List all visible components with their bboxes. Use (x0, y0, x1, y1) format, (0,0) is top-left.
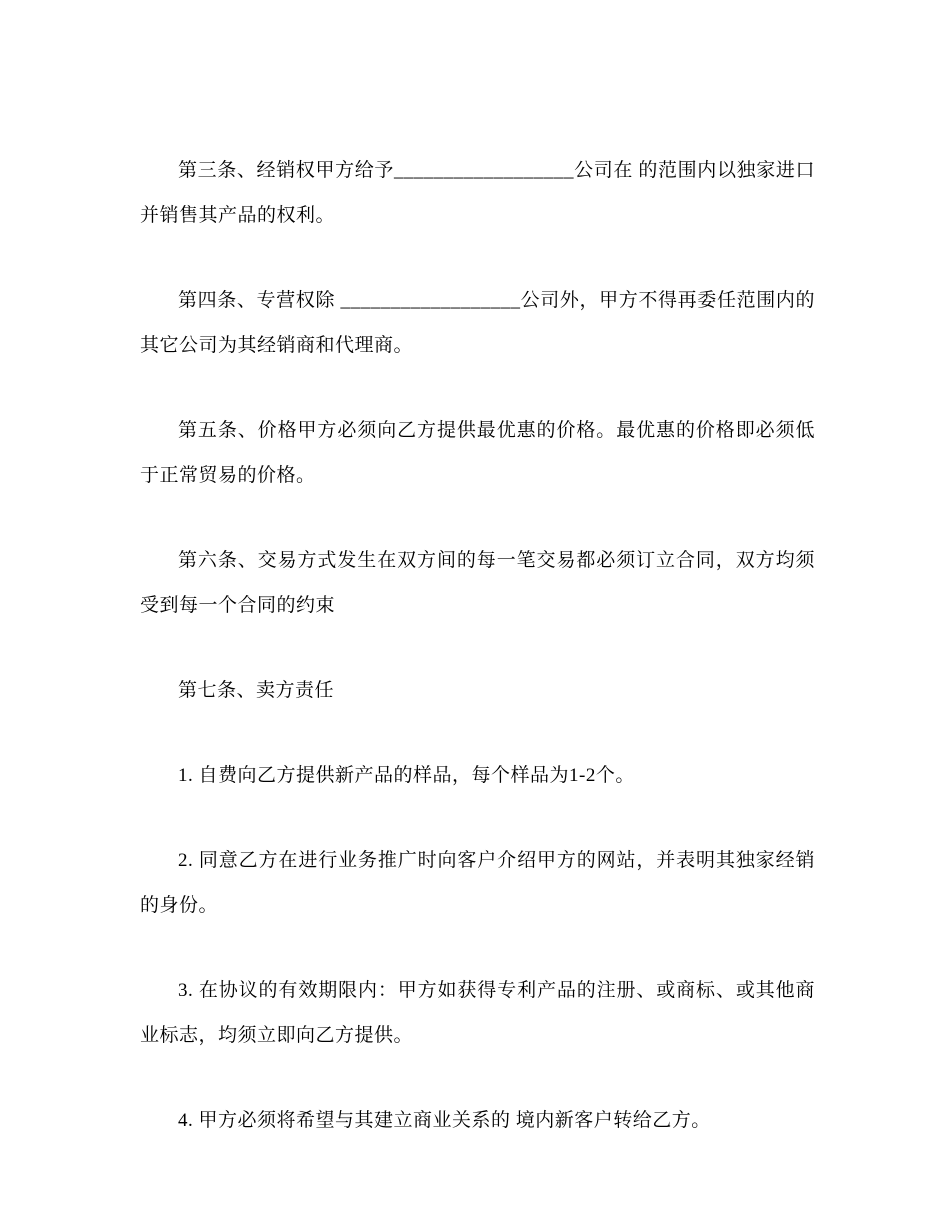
paragraph-item-3: 3. 在协议的有效期限内：甲方如获得专利产品的注册、或商标、或其他商业标志，均须立即向乙方提供。 (140, 980, 815, 1046)
paragraph-clause-3: 第三条、经销权甲方给予__________________公司在 的范围内以独家进口并销售其产品的权利。 (140, 160, 815, 226)
paragraph-clause-5: 第五条、价格甲方必须向乙方提供最优惠的价格。最优惠的价格即必须低于正常贸易的价格。 (140, 420, 815, 486)
paragraph-clause-7-heading: 第七条、卖方责任 (178, 680, 335, 701)
paragraph-item-1: 1. 自费向乙方提供新产品的样品，每个样品为1-2个。 (178, 765, 635, 786)
paragraph-clause-4: 第四条、专营权除 __________________公司外，甲方不得再委任范围内的其它公司为其经销商和代理商。 (140, 290, 815, 356)
paragraph-item-2: 2. 同意乙方在进行业务推广时向客户介绍甲方的网站，并表明其独家经销的身份。 (140, 850, 815, 916)
paragraph-item-4: 4. 甲方必须将希望与其建立商业关系的 境内新客户转给乙方。 (178, 1110, 711, 1131)
document-body (140, 148, 815, 1143)
paragraph-clause-6: 第六条、交易方式发生在双方间的每一笔交易都必须订立合同，双方均须受到每一个合同的约束 (140, 550, 815, 616)
